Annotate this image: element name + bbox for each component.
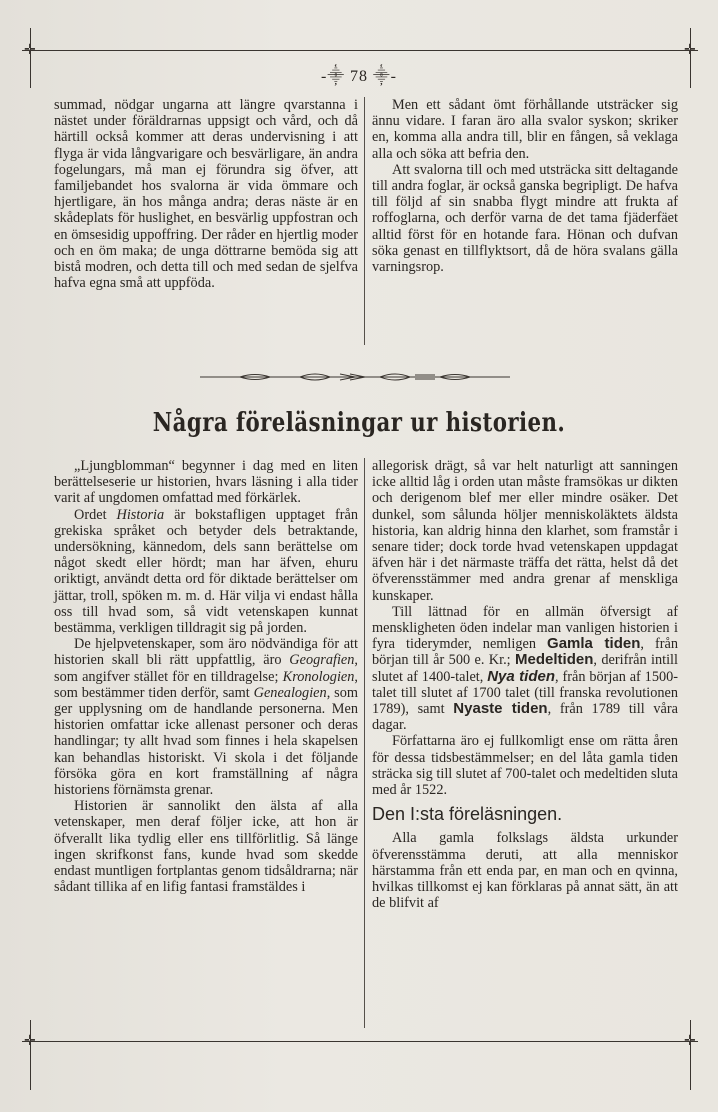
- right-column: [372, 458, 678, 911]
- crop-mark-icon: ✛: [684, 1033, 696, 1049]
- section-heading: Några föreläsningar ur historien.: [152, 408, 566, 438]
- page-number-decor-right: ⸎-: [373, 68, 398, 85]
- page-number-value: 78: [350, 68, 368, 85]
- left-column: [54, 458, 358, 895]
- paragraph: Men ett sådant ömt förhållande utsträcker sig ännu vidare. I faran äro alla svalor syskon; skriker en, komma alla andra till, blir en fången, så veklaga alla och söka att befria den.: [372, 97, 678, 162]
- crop-mark-icon: ✛: [684, 42, 696, 58]
- page-number-decor-left: -⸎: [320, 68, 345, 85]
- column-divider: [364, 458, 365, 1028]
- lecture-subheading: Den I:sta föreläsningen.: [372, 804, 563, 825]
- left-frame-rule-bottom: [30, 1020, 31, 1090]
- bottom-frame-rule: [22, 1041, 698, 1042]
- term-kronologien: Kronologien: [282, 668, 355, 685]
- right-frame-rule-bottom: [690, 1020, 691, 1090]
- top-frame-rule: [22, 50, 698, 51]
- term-genealogien: Genealogien: [253, 684, 327, 701]
- crop-mark-icon: ✛: [24, 42, 36, 58]
- column-divider: [364, 97, 365, 345]
- paragraph: Ordet Historia är bokstafligen upptaget från grekiska språket och betyder dels betraktande, undersökning, kännedom, dels sann berättelse om något skedt eller hördt; man har äfven, ehuru oriktigt, användt detta ord för diktade berättelser om jättar, troll, spöken m. m. d. Här vilja vi endast hålla oss till hvad som, så vidt vetenskapen kunnat bestämma, verkligen tilldragit sig på jorden.: [54, 506, 358, 637]
- paragraph: De hjelpvetenskaper, som äro nödvändiga för att historien skall bli rätt uppfattlig, äro Geografien, som angifver stället för en tilldragelse; Kronologien, som bestämmer tiden derför, samt Genealogien, som ger upplysning om de handlande personerna. Men historien omfattar icke allenast personer och deras handlingar; ty allt hvad som finnes i hela skapelsen kan behandlas historiskt. Vi skola i det följande försöka göra en kort framställning af några historiens förnämsta grenar.: [54, 636, 359, 799]
- top-right-column: [372, 97, 678, 275]
- paragraph: allegorisk drägt, så var helt naturligt att sanningen icke alltid låg i orden utan måste framsökas ur dikten och derigenom blef mer eller mindre osäker. Det dunkel, som sålunda höljer menniskoläktets äldsta historia, kan aldrig hinna den klarhet, som framstår i senare tider; dock torde hvad vetenskapen uppdagat äfven här i det närmaste träffa det rätta, helst då det öfverensstämmer med andra grenar af menskliga kunskaper.: [372, 458, 678, 604]
- paragraph: Alla gamla folkslags äldsta urkunder öfverensstämma deruti, att alla menniskor härstamma från ett enda par, en man och en qvinna, hvilkas tillkomst ej kan förklaras på annat sätt, än att de blifvit af: [372, 830, 678, 912]
- term-geografien: Geografien: [289, 652, 355, 669]
- page-number: [0, 64, 718, 86]
- paragraph: Till lättnad för en allmän öfversigt af menskligheten öden indelar man vanligen historien i fyra tiderymder, nemligen Gamla tiden, från början till år 500 e. Kr.; Medeltiden, derifrån intill slutet af 1400-talet, Nya tiden, från början af 1500-talet till slutet af 1700 talet (till franska revolutionen 1789), samt Nyaste tiden, från 1789 till våra dagar.: [372, 603, 679, 734]
- term-historia: Historia: [116, 506, 165, 523]
- crop-mark-icon: ✛: [24, 1033, 36, 1049]
- term-nyaste-tiden: Nyaste tiden: [453, 700, 548, 718]
- ornament-divider: [200, 370, 510, 384]
- term-medeltiden: Medeltiden: [515, 651, 594, 669]
- term-gamla-tiden: Gamla tiden: [547, 635, 641, 653]
- paragraph: Författarna äro ej fullkomligt ense om rätta åren för dessa tidsbestämmelser; en del låta gamla tiden sträcka sig till slutet af 700-talet och medeltiden sluta med år 1522.: [372, 733, 678, 799]
- paragraph: „Ljungblomman“ begynner i dag med en liten berättelseserie ur historien, hvars läsning i alla tider varit af ungdomen omfattad med förkärlek.: [54, 458, 358, 507]
- paragraph: summad, nödgar ungarna att längre qvarstanna i nästet under föräldrarnas uppsigt och vård, och då härtill också kommer att deras undervisning i att flyga är vida långvarigare och besvärligare, än andra fogelungars, må man ej förundra sig öfver, att familjebandet hos svalorna är vida ömmare och hjertligare, än hos många andra; deras näste är en skådeplats för huslighet, en besvärlig uppfostran och en ömsesidig uppoffring. Der råder en hjertlig moder och en öm maka; de unga döttrarne bemöda sig att bistå modren, och detta till och med sedan de sjelfva hafva egna små att uppföda.: [54, 97, 358, 292]
- term-nya-tiden: Nya tiden: [487, 667, 556, 685]
- top-left-column: [54, 97, 358, 291]
- paragraph: Att svalorna till och med utsträcka sitt deltagande till andra foglar, är också ganska begripligt. De hafva till följd af sin snabba flygt mindre att frukta af roffoglarna, och derför varna de det tama fjäderfäet alltid först för en hotande fara. Hönan och dufvan söka genast en tillflyktsort, då de höra svalans gälla varningsrop.: [372, 161, 678, 276]
- paragraph: Historien är sannolikt den älsta af alla vetenskaper, men deraf följer icke, att hon är öfverallt lika tydlig eller ens tillförlitlig. Så länge ingen skrifkonst fans, kunde hvad som skedde endast muntligen fortplantas genom tidsåldrarna; när sådant tillika af en lifig fantasi framstäldes i: [54, 798, 358, 896]
